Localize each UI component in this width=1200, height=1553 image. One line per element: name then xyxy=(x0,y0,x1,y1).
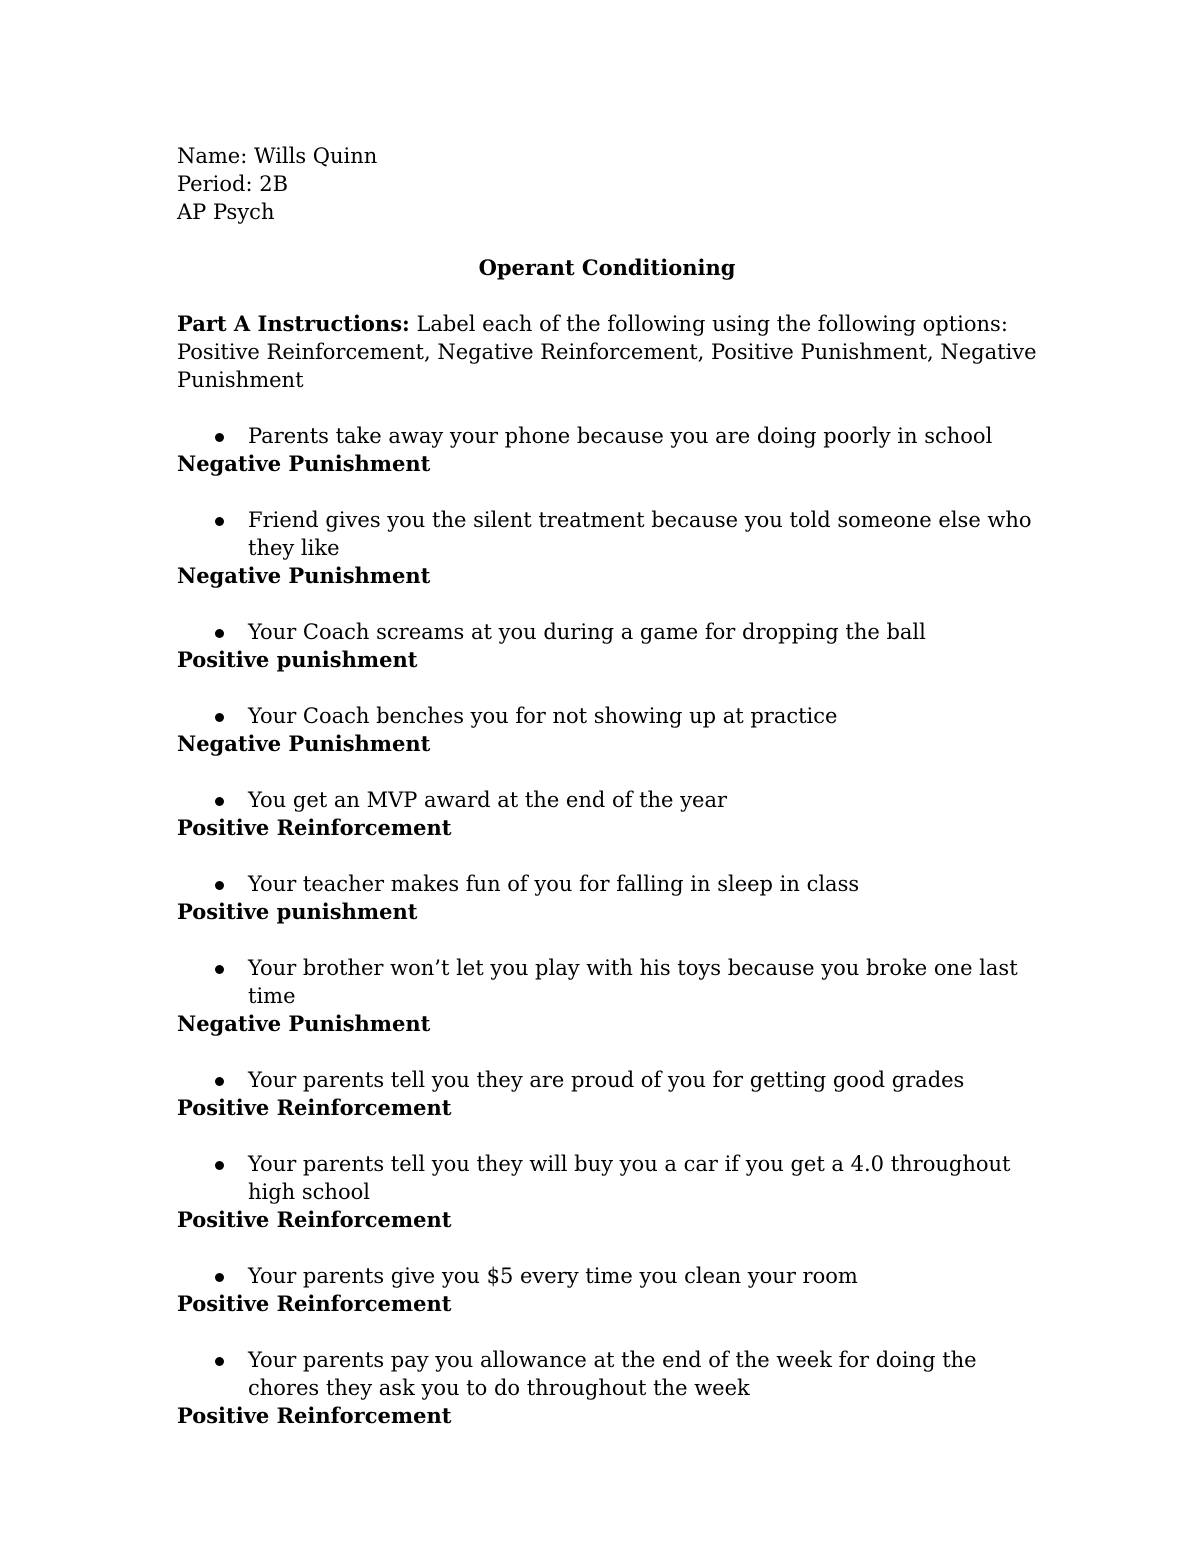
question-item xyxy=(177,1346,1037,1430)
question-item xyxy=(177,422,1037,478)
answer-label: Positive punishment xyxy=(177,647,418,672)
instructions-text: Label each of the following using the following options: Positive Reinforcement, Negative Reinforcement, Positive Punishment, Negative Punishment xyxy=(177,312,1037,392)
document-page xyxy=(177,142,1037,1458)
answer-label: Negative Punishment xyxy=(177,563,431,588)
answer-label: Positive Reinforcement xyxy=(177,1207,452,1232)
answer-label: Positive Reinforcement xyxy=(177,1291,452,1316)
question-item xyxy=(177,870,1037,926)
scenario-text: Your parents pay you allowance at the end of the week for doing the chores they ask you to do throughout the week xyxy=(248,1348,977,1400)
question-item xyxy=(177,1150,1037,1234)
bullet-icon xyxy=(215,517,224,526)
answer-label: Positive Reinforcement xyxy=(177,815,452,840)
question-item xyxy=(177,1262,1037,1318)
question-item xyxy=(177,786,1037,842)
document-title: Operant Conditioning xyxy=(478,255,736,280)
scenario-text: Your Coach benches you for not showing up at practice xyxy=(248,704,838,728)
bullet-icon xyxy=(215,713,224,722)
answer-label: Positive Reinforcement xyxy=(177,1403,452,1428)
answer-label: Negative Punishment xyxy=(177,451,431,476)
answer-label: Negative Punishment xyxy=(177,731,431,756)
class-period: Period: 2B xyxy=(177,172,288,196)
question-item xyxy=(177,506,1037,590)
bullet-icon xyxy=(215,1161,224,1170)
student-name: Name: Wills Quinn xyxy=(177,144,378,168)
scenario-text: Friend gives you the silent treatment because you told someone else who they like xyxy=(248,508,1032,560)
bullet-icon xyxy=(215,1077,224,1086)
bullet-icon xyxy=(215,881,224,890)
bullet-icon xyxy=(215,1357,224,1366)
scenario-text: Your Coach screams at you during a game for dropping the ball xyxy=(248,620,926,644)
answer-label: Negative Punishment xyxy=(177,1011,431,1036)
question-item xyxy=(177,702,1037,758)
bullet-icon xyxy=(215,1273,224,1282)
scenario-text: Your parents tell you they are proud of you for getting good grades xyxy=(248,1068,965,1092)
scenario-text: Your parents tell you they will buy you a car if you get a 4.0 throughout high school xyxy=(248,1152,1011,1204)
answer-label: Positive punishment xyxy=(177,899,418,924)
bullet-icon xyxy=(215,965,224,974)
question-item xyxy=(177,618,1037,674)
question-item xyxy=(177,1066,1037,1122)
bullet-icon xyxy=(215,629,224,638)
scenario-text: Your parents give you $5 every time you clean your room xyxy=(248,1264,858,1288)
course-name: AP Psych xyxy=(177,200,275,224)
scenario-text: Your teacher makes fun of you for falling in sleep in class xyxy=(248,872,860,896)
question-item xyxy=(177,954,1037,1038)
instructions-label: Part A Instructions: xyxy=(177,311,410,336)
scenario-text: You get an MVP award at the end of the year xyxy=(248,788,728,812)
scenario-text: Your brother won’t let you play with his toys because you broke one last time xyxy=(248,956,1018,1008)
scenario-text: Parents take away your phone because you are doing poorly in school xyxy=(248,424,993,448)
instructions-paragraph xyxy=(177,310,1037,394)
answer-label: Positive Reinforcement xyxy=(177,1095,452,1120)
bullet-icon xyxy=(215,797,224,806)
bullet-icon xyxy=(215,433,224,442)
